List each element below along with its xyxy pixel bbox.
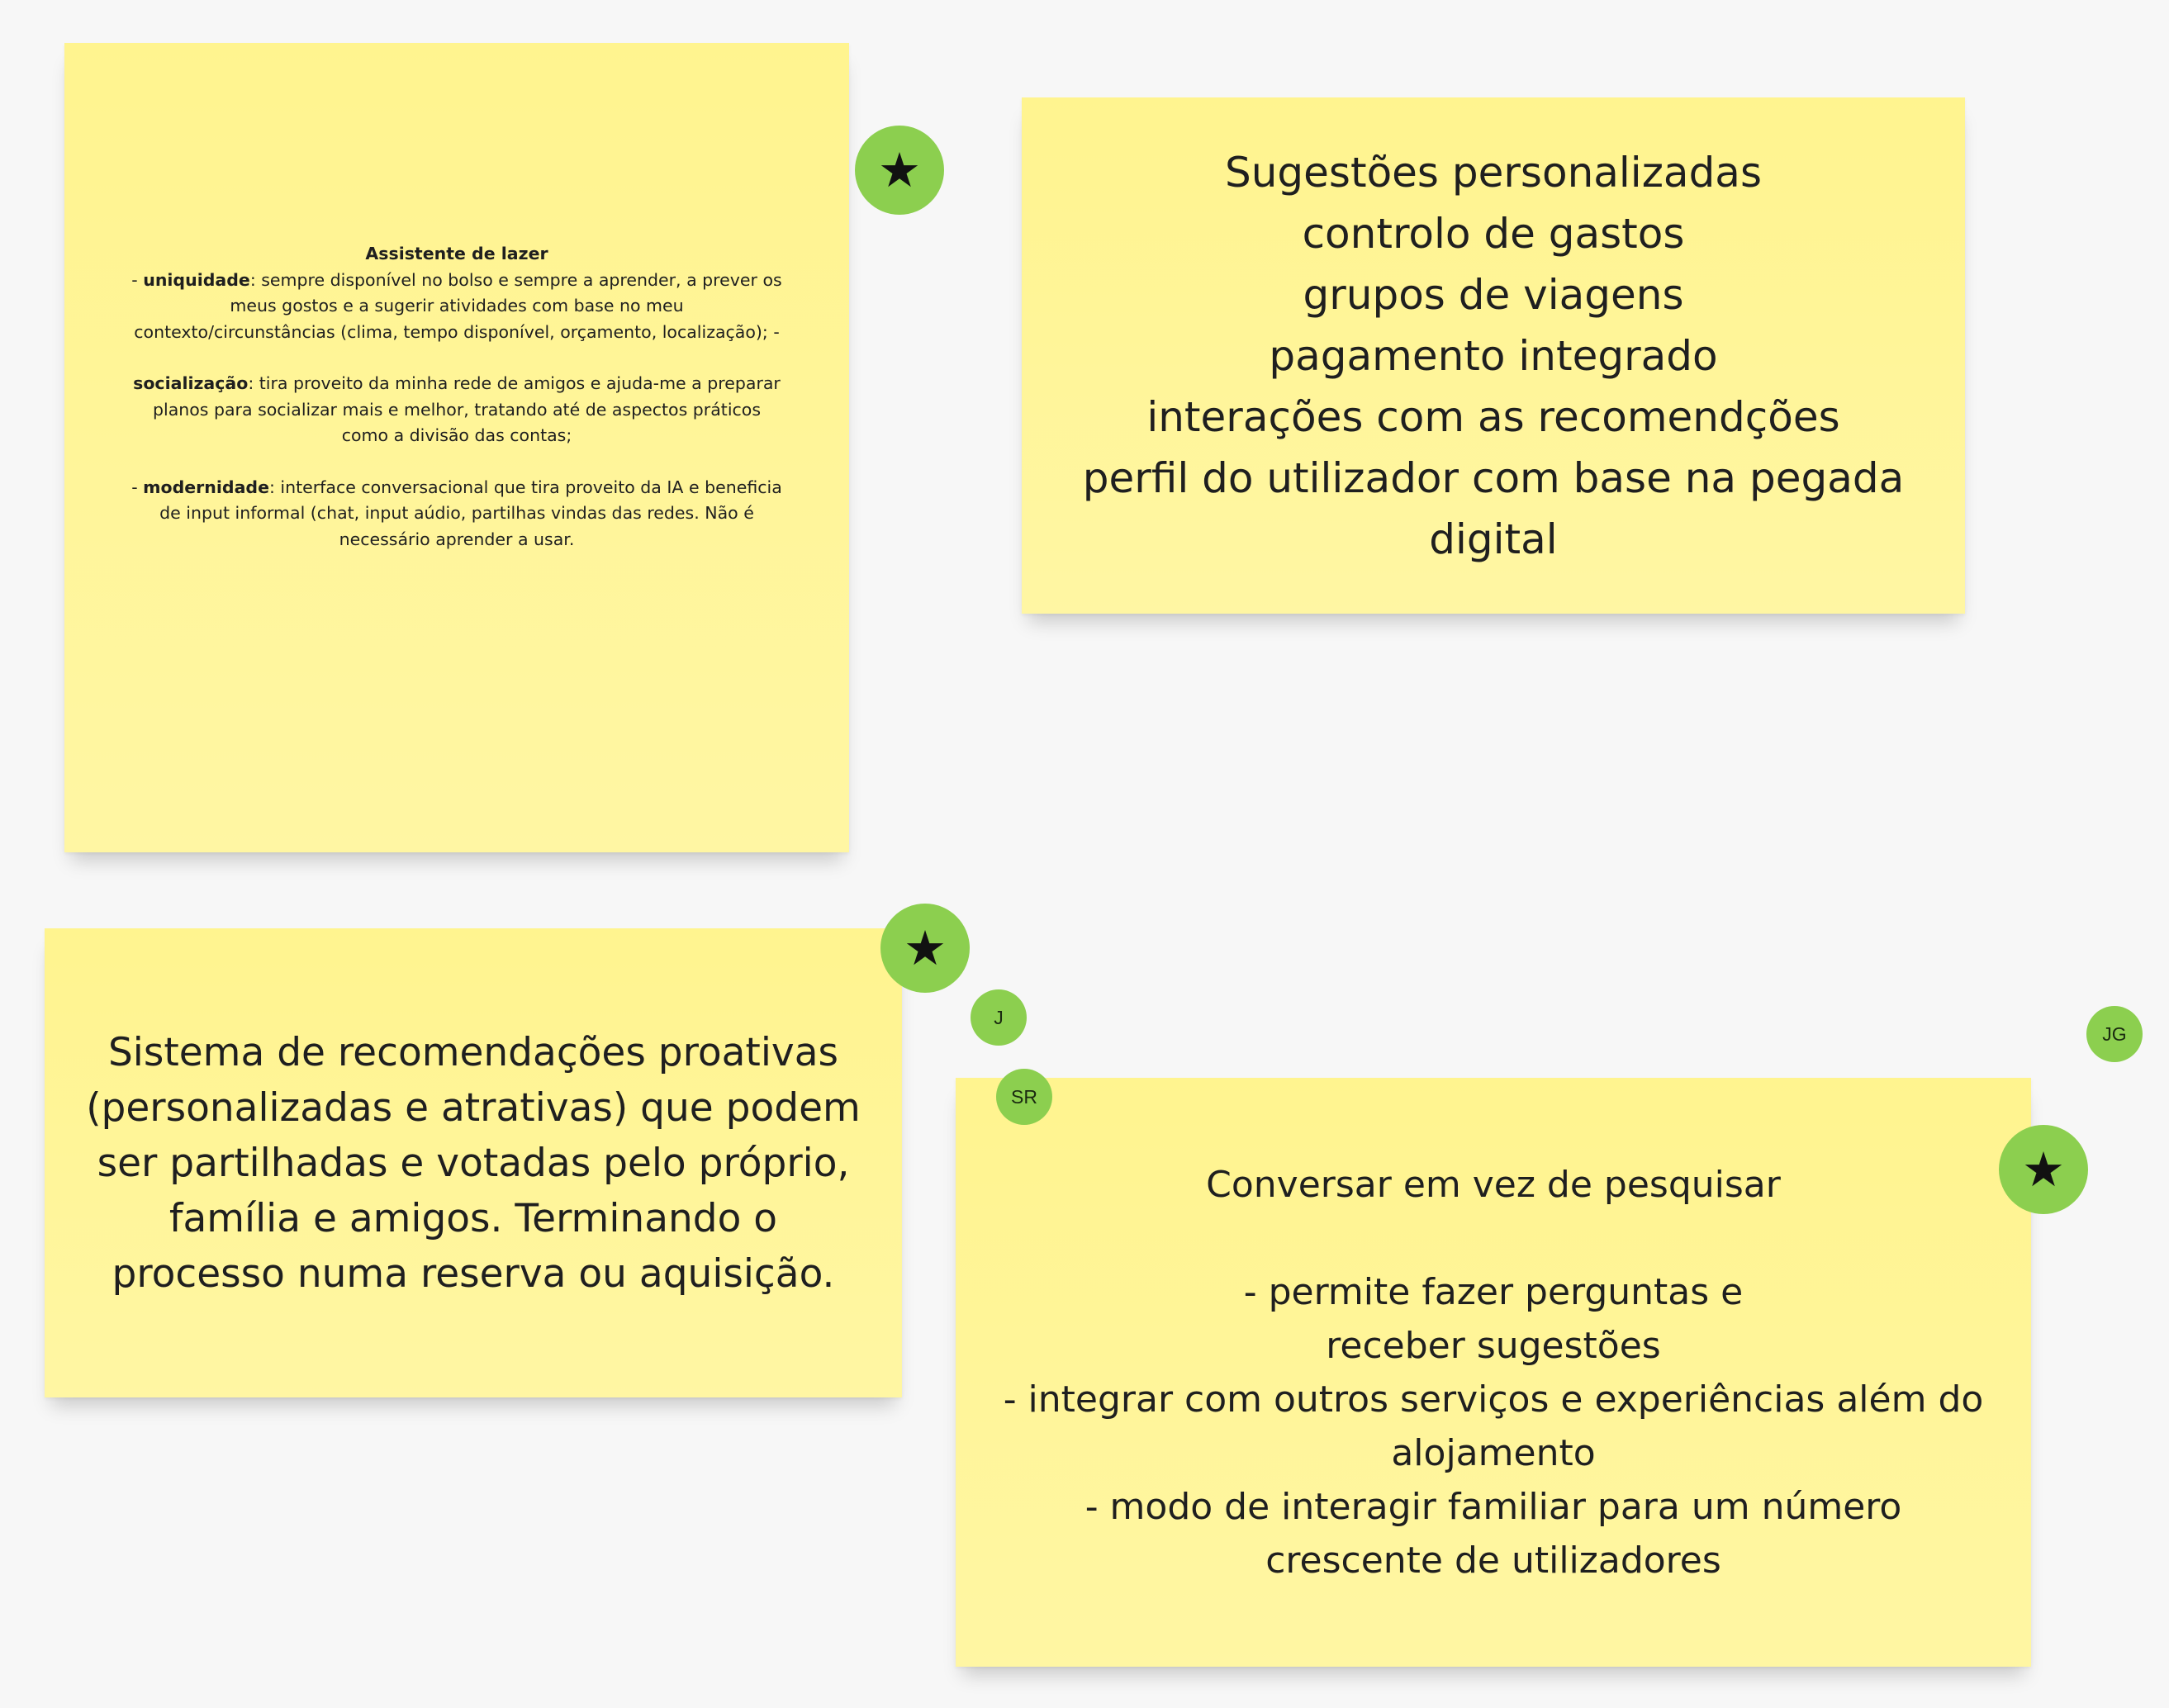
sticky-note-sistema-recomendacoes[interactable] <box>45 928 902 1397</box>
avatar[interactable]: SR <box>996 1069 1052 1125</box>
avatar[interactable]: J <box>971 989 1027 1046</box>
sticky-note-text: Sistema de recomendações proativas (personalizadas e atrativas) que podem ser partilhadas e votadas pelo próprio, família e amigos. Terminando o processo numa reserva ou aquisição. <box>86 1029 861 1297</box>
note-paragraph-modernidade: - modernidade: interface conversacional que tira proveito da IA e beneficia de input informal (chat, input aúdio, partilhas vindas das redes. Não é necessário aprender a usar. <box>131 477 782 549</box>
sticky-note-content <box>131 241 783 553</box>
avatar[interactable]: JG <box>2086 1006 2143 1062</box>
note-title: Assistente de lazer <box>365 244 548 263</box>
note-paragraph-uniquidade: - uniquidade: sempre disponível no bolso e sempre a aprender, a prever os meus gostos e a sugerir atividades com base no meu contexto/circunstâncias (clima, tempo disponível, orçamento, localização); - <box>131 269 782 342</box>
sticky-note-text: Sugestões personalizadas controlo de gastos grupos de viagens pagamento integrado interações com as recomendções perfil do utilizador com base na pegada digital <box>1082 148 1905 563</box>
sticky-note-text: Conversar em vez de pesquisar - permite fazer perguntas e receber sugestões - integrar com outros serviços e experiências além do alojamento - modo de interagir familiar para um número crescente de utilizadores <box>1003 1163 1984 1582</box>
sticky-note-conversar[interactable] <box>956 1078 2031 1667</box>
sticky-note-sugestoes[interactable] <box>1022 97 1965 614</box>
note-paragraph-socializacao: socialização: tira proveito da minha rede de amigos e ajuda-me a preparar planos para socializar mais e melhor, tratando até de aspectos práticos como a divisão das contas; <box>133 373 781 445</box>
star-vote-icon[interactable]: ★ <box>855 126 944 215</box>
sticky-note-assistente-de-lazer[interactable] <box>64 43 849 852</box>
star-vote-icon[interactable]: ★ <box>1999 1125 2088 1214</box>
star-vote-icon[interactable]: ★ <box>880 904 970 993</box>
